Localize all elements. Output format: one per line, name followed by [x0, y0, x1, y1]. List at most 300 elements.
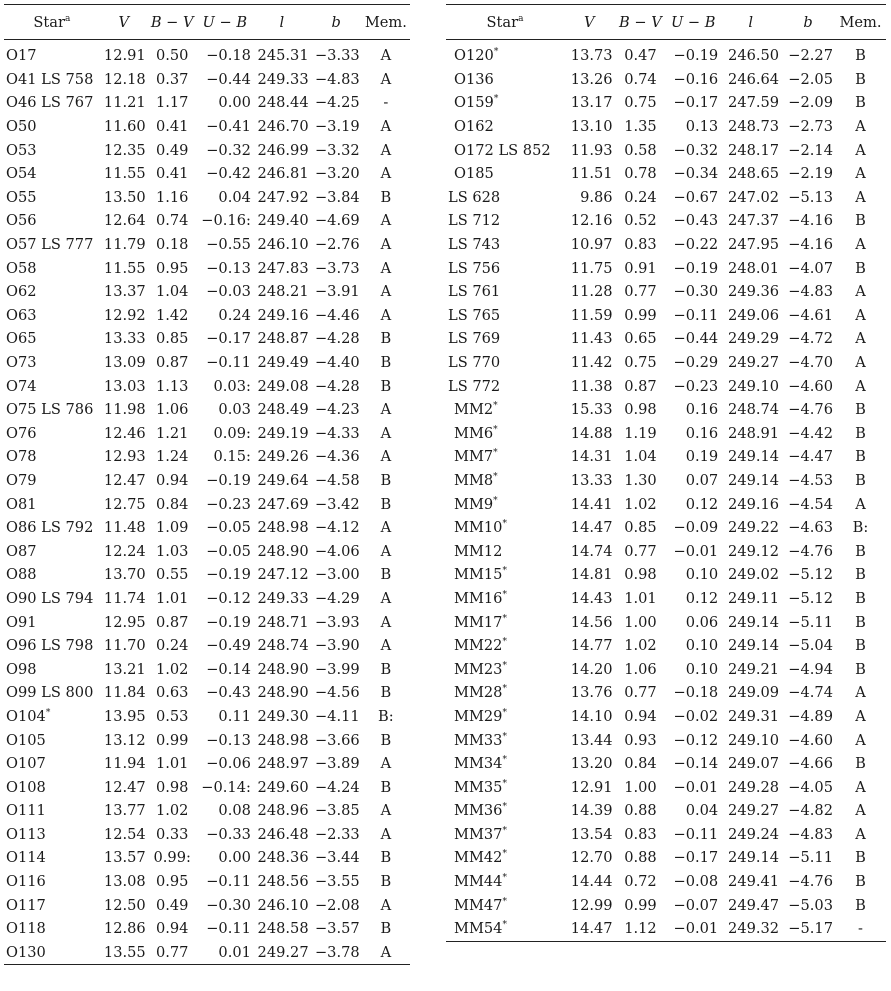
v-cell-text: 13.77 [103, 802, 146, 820]
mem-cell-text: B [855, 849, 866, 867]
b-cell [311, 752, 362, 776]
star-cell [446, 728, 564, 752]
ub-cell-text: 0.09: [213, 424, 251, 442]
ub-cell-text: −0.11 [673, 825, 719, 843]
ub-cell [666, 705, 720, 729]
star-cell [4, 40, 100, 68]
v-cell-text: 12.92 [103, 306, 146, 324]
mem-cell [835, 68, 886, 92]
l-cell-text: 248.91 [728, 424, 780, 442]
b-cell-text: −4.60 [788, 731, 833, 749]
mem-cell-text: B [855, 47, 866, 65]
mem-cell-text: A [855, 188, 866, 206]
bv-cell-text: 0.85 [155, 330, 189, 348]
mem-cell-text: A [380, 825, 392, 843]
mem-cell [362, 917, 410, 941]
mem-cell [835, 351, 886, 375]
ub-cell-text: 0.16 [685, 424, 719, 442]
mem-cell-text: B [380, 471, 392, 489]
star-cell-text: MM22 [454, 637, 503, 655]
bv-cell [615, 516, 667, 540]
b-cell [781, 304, 835, 328]
table-row [4, 775, 410, 799]
asterisk-mark: * [493, 47, 499, 58]
ub-cell [666, 115, 720, 139]
mem-cell [835, 681, 886, 705]
ub-cell [197, 846, 253, 870]
mem-cell-text: B [380, 566, 392, 584]
mem-cell [362, 115, 410, 139]
bv-cell-text: 0.88 [624, 849, 657, 867]
star-cell [4, 162, 100, 186]
star-cell-text: MM28 [454, 684, 503, 702]
mem-cell-text: A [855, 165, 866, 183]
ub-cell [197, 492, 253, 516]
l-cell [253, 469, 311, 493]
star-cell-text: O63 [6, 306, 37, 324]
star-cell [4, 610, 100, 634]
v-cell [564, 799, 615, 823]
l-cell [253, 705, 311, 729]
asterisk-mark: * [502, 519, 507, 530]
bv-cell [148, 917, 197, 941]
bv-cell-text: 0.77 [624, 283, 657, 301]
mem-cell-text: A [855, 802, 866, 820]
bv-cell [148, 823, 197, 847]
v-cell-text: 14.88 [570, 424, 613, 442]
v-cell-text: 11.43 [570, 330, 613, 348]
ub-cell-text: −0.43 [206, 684, 251, 702]
ub-cell [666, 256, 720, 280]
mem-cell [362, 941, 410, 965]
b-cell-text: −4.16 [788, 212, 833, 230]
ub-cell [197, 68, 253, 92]
l-cell [720, 893, 781, 917]
b-cell-text: −4.58 [314, 471, 360, 489]
bv-cell-text: 0.95 [155, 873, 189, 891]
bv-cell [615, 304, 667, 328]
bv-cell-text: 0.74 [624, 70, 657, 88]
v-cell [564, 374, 615, 398]
bv-cell-text: 0.58 [624, 141, 657, 159]
b-cell-text: −3.19 [314, 118, 360, 136]
l-cell-text: 247.12 [257, 566, 309, 584]
b-cell-text: −4.29 [314, 589, 360, 607]
ub-cell [197, 705, 253, 729]
table-row [4, 799, 410, 823]
table-row [446, 799, 886, 823]
b-cell [311, 233, 362, 257]
l-cell [720, 469, 781, 493]
mem-cell-text: A [380, 306, 392, 324]
ub-cell-text: −0.07 [673, 896, 719, 914]
mem-cell [362, 823, 410, 847]
b-cell-text: −4.83 [314, 70, 360, 88]
ub-cell-text: 0.16 [685, 401, 719, 419]
v-cell-text: 10.97 [570, 236, 613, 254]
v-cell-text: 14.43 [570, 589, 613, 607]
asterisk-mark: * [493, 424, 498, 435]
ub-cell-text: −0.19 [206, 471, 251, 489]
bv-cell-text: 0.77 [624, 542, 657, 560]
l-cell-text: 249.22 [728, 519, 780, 537]
star-cell [4, 469, 100, 493]
v-cell-text: 13.50 [103, 188, 146, 206]
star-cell [446, 610, 564, 634]
b-cell [781, 728, 835, 752]
l-cell [720, 422, 781, 446]
ub-cell [197, 469, 253, 493]
b-cell-text: −5.03 [788, 896, 833, 914]
table-row [4, 705, 410, 729]
ub-cell-text: −0.49 [206, 637, 251, 655]
ub-cell [666, 351, 720, 375]
table-row [4, 846, 410, 870]
mem-cell-text: A [380, 212, 392, 230]
l-cell-text: 249.09 [728, 684, 780, 702]
bv-cell [148, 327, 197, 351]
ub-cell-text: −0.30 [206, 896, 251, 914]
l-cell [720, 587, 781, 611]
mem-cell [362, 634, 410, 658]
v-cell [564, 398, 615, 422]
l-cell [720, 304, 781, 328]
l-cell [253, 516, 311, 540]
l-cell [253, 256, 311, 280]
b-cell-text: −4.63 [788, 519, 833, 537]
v-cell-text: 11.55 [103, 259, 146, 277]
l-cell-text: 247.95 [728, 236, 780, 254]
mem-cell-text: B [855, 212, 866, 230]
star-cell-text: O118 [6, 920, 46, 938]
bv-cell-text: 0.87 [624, 377, 657, 395]
l-cell [253, 40, 311, 68]
l-cell-text: 249.06 [728, 306, 780, 324]
ub-cell-text: −0.18 [206, 47, 251, 65]
v-cell-text: 12.95 [103, 613, 146, 631]
mem-cell [835, 327, 886, 351]
b-cell [311, 374, 362, 398]
v-cell [100, 917, 148, 941]
bv-cell-text: 0.63 [155, 684, 189, 702]
ub-cell-text: −0.09 [673, 519, 719, 537]
bv-cell [148, 469, 197, 493]
bv-cell [615, 657, 667, 681]
mem-cell-text: B [380, 778, 392, 796]
b-cell [311, 799, 362, 823]
b-cell [311, 138, 362, 162]
table-row [446, 823, 886, 847]
l-cell [720, 115, 781, 139]
star-cell [4, 752, 100, 776]
l-cell [720, 162, 781, 186]
v-cell [564, 162, 615, 186]
right-table-bottom-rule [446, 941, 886, 942]
table-row [446, 351, 886, 375]
mem-cell-text: B [380, 920, 392, 938]
b-cell-text: −4.72 [788, 330, 833, 348]
asterisk-mark: * [502, 613, 507, 624]
asterisk-mark: * [502, 660, 507, 671]
ub-cell [666, 516, 720, 540]
mem-cell-text: B [380, 849, 392, 867]
v-cell-text: 13.20 [570, 755, 613, 773]
mem-cell-text: A [380, 542, 392, 560]
l-cell-text: 246.64 [728, 70, 780, 88]
l-cell [720, 917, 781, 941]
star-cell [446, 304, 564, 328]
b-cell [311, 823, 362, 847]
table-row [4, 68, 410, 92]
v-cell [564, 610, 615, 634]
ub-cell-text: −0.16: [201, 212, 251, 230]
b-cell [781, 634, 835, 658]
bv-cell [615, 138, 667, 162]
l-cell [253, 186, 311, 210]
ub-cell-text: −0.11 [673, 306, 719, 324]
star-cell-text: O53 [6, 141, 37, 159]
v-cell-text: 12.91 [103, 47, 146, 65]
bv-cell-text: 0.87 [155, 354, 189, 372]
mem-cell-text: B [855, 613, 866, 631]
bv-cell [148, 304, 197, 328]
mem-cell [362, 775, 410, 799]
v-cell [100, 256, 148, 280]
v-cell-text: 11.38 [570, 377, 613, 395]
b-cell [781, 374, 835, 398]
ub-cell [666, 775, 720, 799]
star-cell [4, 398, 100, 422]
v-cell [100, 775, 148, 799]
l-cell [253, 374, 311, 398]
mem-cell-text: B: [852, 519, 869, 537]
bv-cell-text: 0.49 [155, 896, 189, 914]
l-cell-text: 249.31 [728, 707, 780, 725]
l-cell-text: 249.16 [728, 495, 780, 513]
mem-cell-text: B [855, 755, 866, 773]
bv-cell [615, 469, 667, 493]
ub-cell-text: −0.17 [673, 94, 719, 112]
bv-cell-text: 1.12 [624, 920, 657, 938]
star-cell [446, 138, 564, 162]
v-cell-text: 14.41 [570, 495, 613, 513]
star-cell-text: O136 [454, 70, 494, 88]
ub-cell-text: −0.30 [673, 283, 719, 301]
asterisk-mark: * [502, 802, 507, 813]
bv-cell [148, 539, 197, 563]
star-cell-text: O108 [6, 778, 46, 796]
mem-cell [362, 186, 410, 210]
v-cell-text: 11.98 [103, 401, 146, 419]
bv-cell-text: 1.04 [624, 448, 657, 466]
mem-cell [362, 752, 410, 776]
bv-cell [148, 398, 197, 422]
v-cell-text: 13.73 [570, 47, 613, 65]
mem-cell [362, 681, 410, 705]
b-cell [781, 422, 835, 446]
star-cell-text: O96 LS 798 [6, 637, 94, 655]
ub-cell-text: −0.14 [673, 755, 719, 773]
l-cell [253, 280, 311, 304]
b-cell [781, 492, 835, 516]
star-cell [4, 68, 100, 92]
ub-cell [666, 846, 720, 870]
l-cell [720, 351, 781, 375]
v-cell [100, 893, 148, 917]
v-cell-text: 11.28 [570, 283, 613, 301]
b-cell [311, 186, 362, 210]
l-cell [720, 138, 781, 162]
v-cell-text: 12.46 [103, 424, 146, 442]
bv-cell-text: 0.24 [155, 637, 189, 655]
mem-cell [362, 492, 410, 516]
b-cell [311, 115, 362, 139]
ub-cell [666, 304, 720, 328]
v-cell-text: 14.39 [570, 802, 613, 820]
bv-cell-text: 0.91 [624, 259, 657, 277]
b-cell [311, 610, 362, 634]
table-row [4, 186, 410, 210]
ub-cell [197, 799, 253, 823]
v-cell [100, 304, 148, 328]
star-cell [4, 374, 100, 398]
bv-cell [148, 846, 197, 870]
mem-cell-text: A [855, 118, 866, 136]
star-cell-text: O88 [6, 566, 37, 584]
ub-cell [197, 516, 253, 540]
ub-cell [197, 186, 253, 210]
table-row [4, 40, 410, 68]
mem-cell [362, 728, 410, 752]
v-cell-text: 14.81 [570, 566, 613, 584]
star-cell-text: O81 [6, 495, 37, 513]
ub-cell [666, 752, 720, 776]
star-cell [4, 870, 100, 894]
bv-cell [615, 40, 667, 68]
v-cell [100, 752, 148, 776]
b-cell-text: −4.25 [314, 94, 360, 112]
header-l: l [720, 5, 781, 40]
b-cell [781, 256, 835, 280]
header-star-note: a [518, 13, 524, 24]
ub-cell-text: 0.11 [218, 707, 251, 725]
l-cell [720, 327, 781, 351]
header-v: V [100, 5, 148, 40]
bv-cell [615, 162, 667, 186]
star-cell-text: O87 [6, 542, 37, 560]
bv-cell [148, 162, 197, 186]
star-cell-text: O41 LS 758 [6, 70, 94, 88]
bv-cell [148, 186, 197, 210]
ub-cell [197, 209, 253, 233]
table-row [446, 304, 886, 328]
l-cell [720, 823, 781, 847]
bv-cell [148, 516, 197, 540]
v-cell [100, 657, 148, 681]
mem-cell-text: B [380, 873, 392, 891]
v-cell [100, 469, 148, 493]
l-cell-text: 249.21 [728, 660, 780, 678]
v-cell [100, 516, 148, 540]
l-cell [720, 186, 781, 210]
star-cell [4, 422, 100, 446]
ub-cell [666, 91, 720, 115]
l-cell-text: 248.56 [257, 873, 309, 891]
ub-cell-text: 0.04 [685, 802, 719, 820]
ub-cell-text: −0.08 [673, 873, 719, 891]
table-row [4, 469, 410, 493]
star-cell [4, 492, 100, 516]
mem-cell-text: B [855, 542, 866, 560]
b-cell-text: −2.73 [788, 118, 833, 136]
bv-cell [148, 445, 197, 469]
table-row [446, 539, 886, 563]
star-cell [4, 657, 100, 681]
ub-cell [666, 728, 720, 752]
b-cell [311, 917, 362, 941]
star-cell [4, 280, 100, 304]
star-cell [446, 68, 564, 92]
table-row [446, 398, 886, 422]
right-table [446, 4, 886, 942]
l-cell-text: 249.14 [728, 637, 780, 655]
bv-cell [148, 893, 197, 917]
bv-cell [148, 280, 197, 304]
mem-cell-text: B [380, 354, 392, 372]
ub-cell-text: −0.19 [206, 613, 251, 631]
b-cell-text: −4.33 [314, 424, 360, 442]
v-cell-text: 13.44 [570, 731, 613, 749]
v-cell-text: 12.18 [103, 70, 146, 88]
ub-cell-text: −0.01 [673, 542, 719, 560]
v-cell [100, 492, 148, 516]
mem-cell-text: B [380, 495, 392, 513]
l-cell [720, 256, 781, 280]
mem-cell-text: A [380, 519, 392, 537]
mem-cell-text: B [855, 589, 866, 607]
l-cell-text: 249.10 [728, 377, 780, 395]
l-cell [720, 752, 781, 776]
b-cell-text: −3.89 [314, 755, 360, 773]
table-row [4, 209, 410, 233]
l-cell-text: 249.14 [728, 613, 780, 631]
v-cell-text: 11.51 [570, 165, 613, 183]
star-cell [446, 233, 564, 257]
b-cell [311, 445, 362, 469]
ub-cell [666, 398, 720, 422]
table-row [446, 469, 886, 493]
mem-cell-text: - [858, 920, 863, 938]
mem-cell-text: A [855, 707, 866, 725]
mem-cell-text: B [855, 637, 866, 655]
table-row [446, 563, 886, 587]
mem-cell-text: A [380, 47, 392, 65]
mem-cell-text: A [855, 684, 866, 702]
table-row [4, 351, 410, 375]
v-cell [100, 162, 148, 186]
b-cell-text: −4.76 [788, 401, 833, 419]
star-cell-text: O130 [6, 943, 46, 961]
b-cell-text: −3.55 [314, 873, 360, 891]
ub-cell [197, 823, 253, 847]
b-cell [311, 304, 362, 328]
l-cell-text: 246.99 [257, 141, 309, 159]
ub-cell [197, 115, 253, 139]
l-cell-text: 249.14 [728, 471, 780, 489]
star-cell-text: LS 772 [448, 377, 501, 395]
table-row [446, 657, 886, 681]
header-b: b [311, 5, 362, 40]
